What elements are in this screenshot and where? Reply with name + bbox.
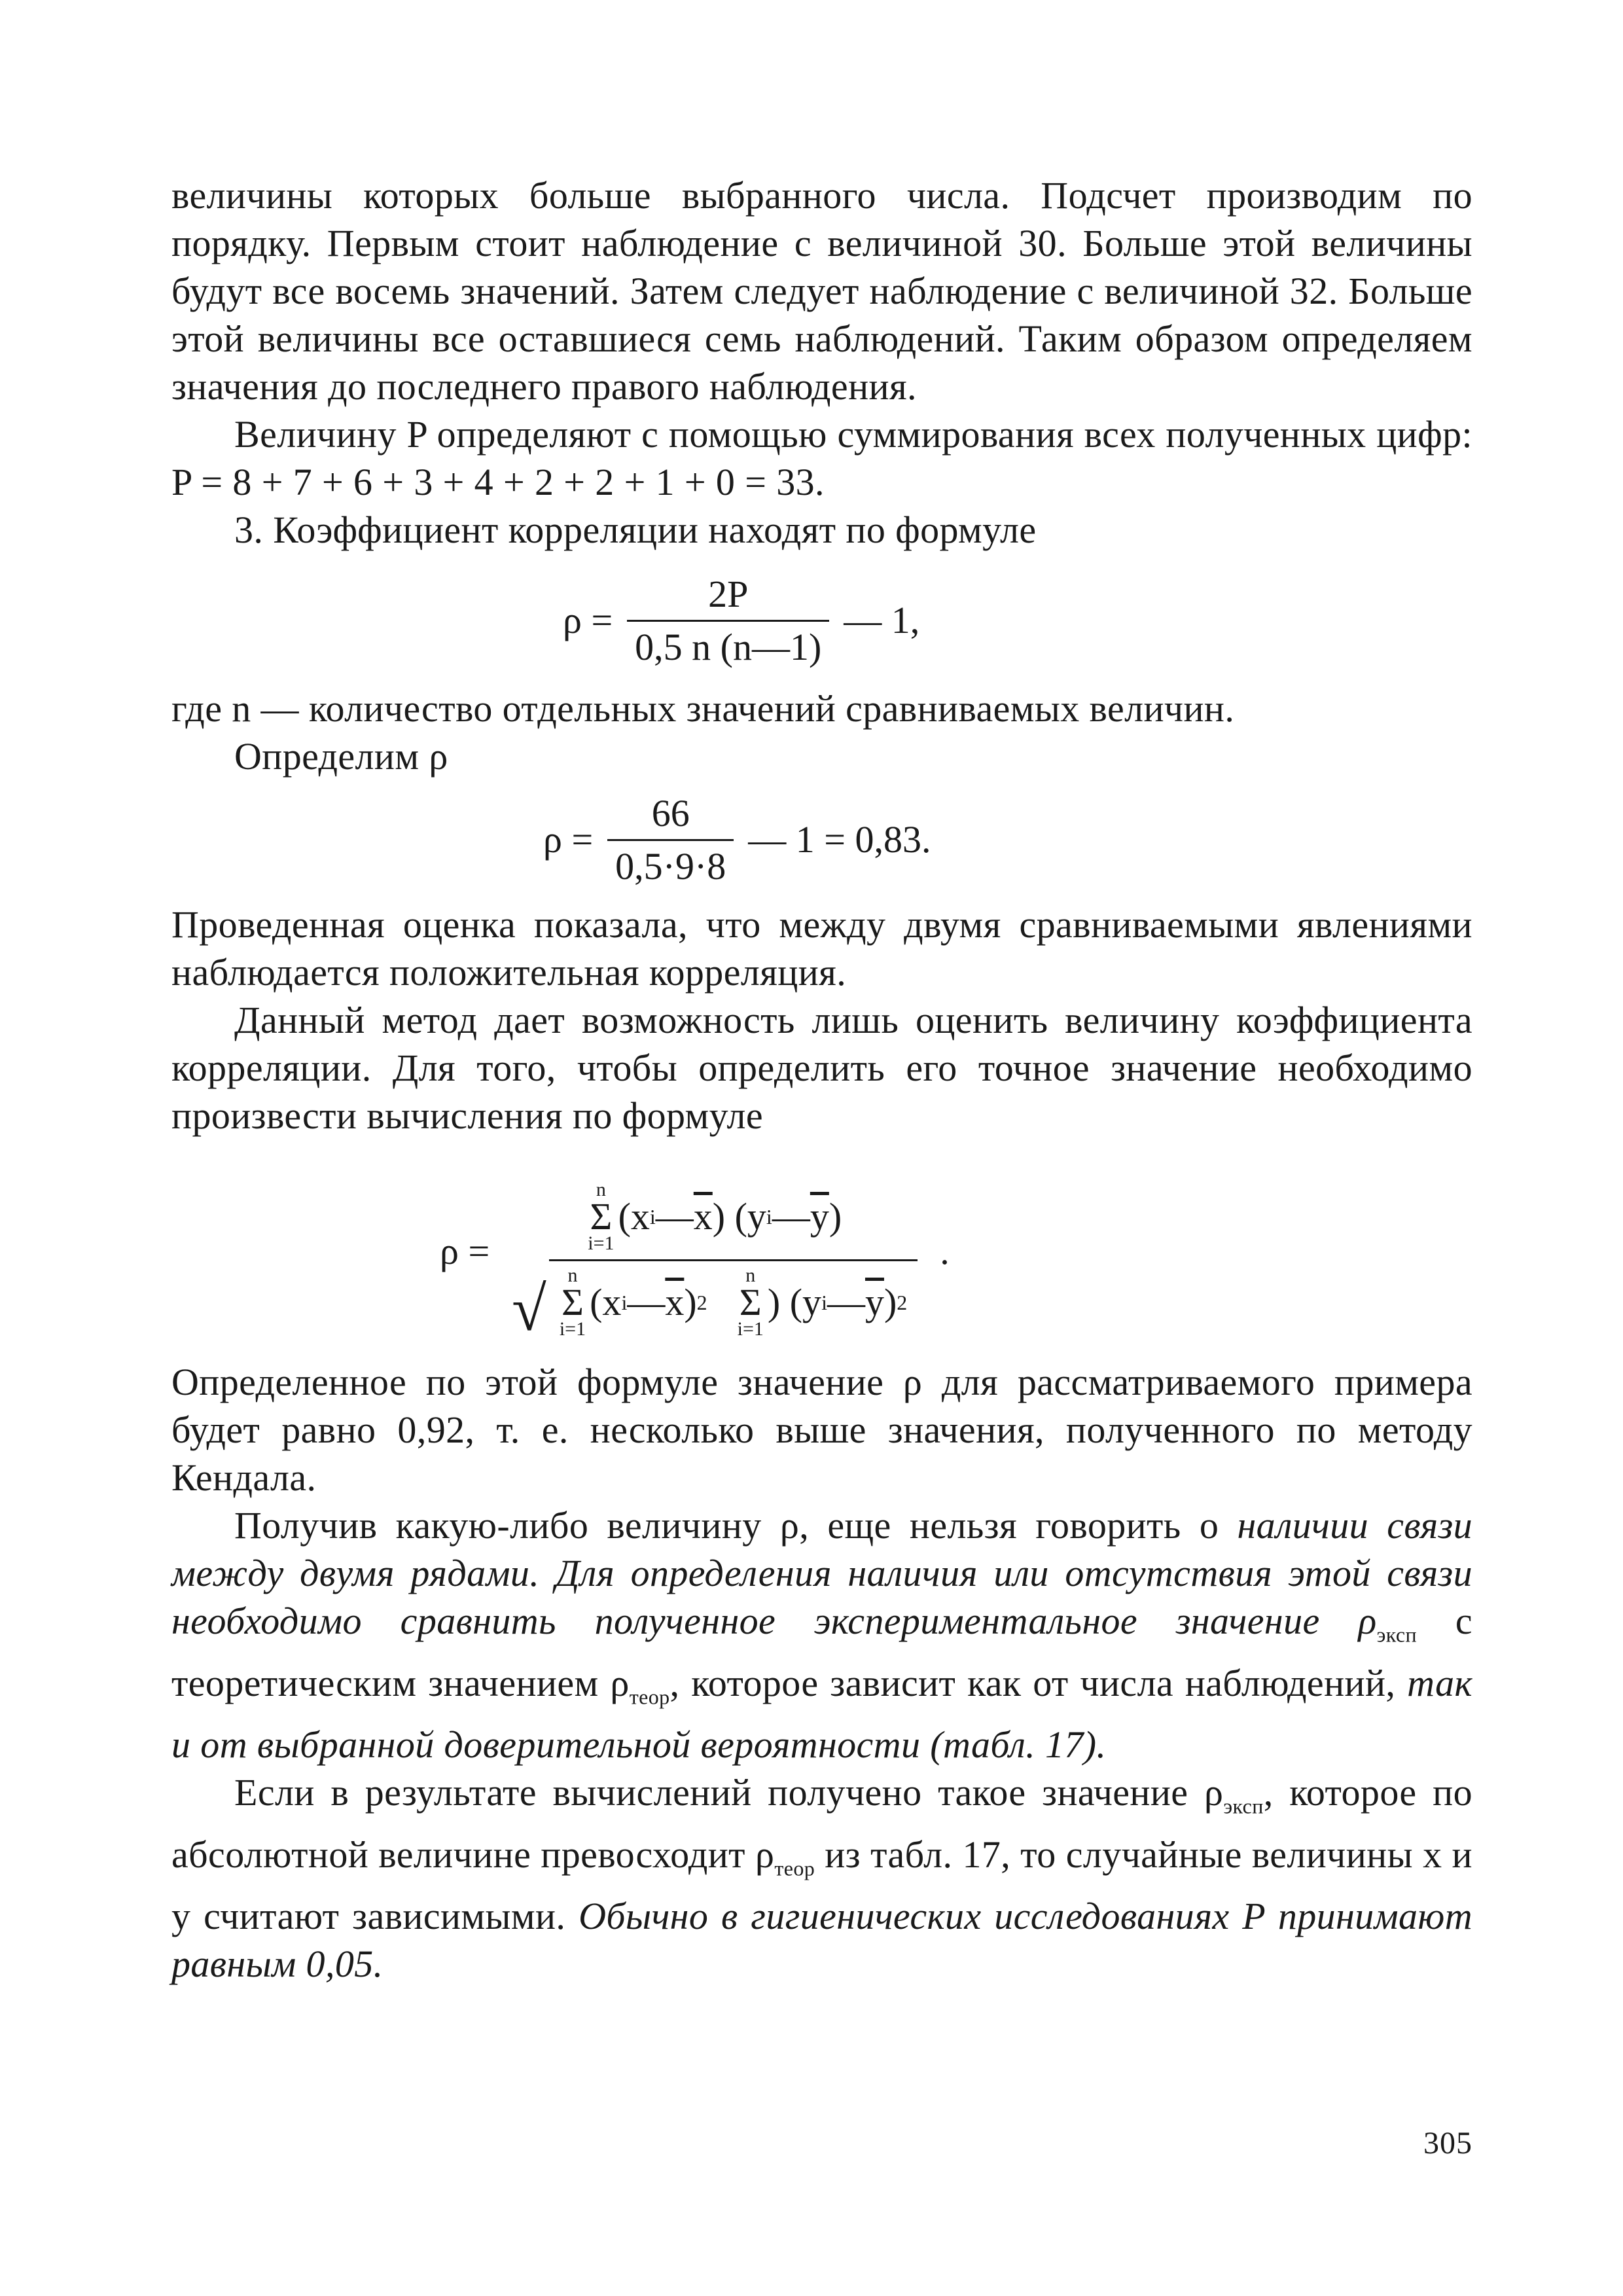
formula-correlation-exact: [440, 1157, 1472, 1346]
sigma-upper: n: [745, 1265, 756, 1286]
minus: —: [627, 1281, 666, 1323]
term-x-open: (x: [618, 1195, 650, 1238]
paragraph-10-lead: Если в результате вычислений получено такое значение ρ: [234, 1771, 1224, 1814]
sigma-symbol: [588, 1181, 614, 1253]
formula3-fraction: [504, 1164, 925, 1344]
square: 2: [897, 1291, 908, 1314]
sub-i: i: [766, 1205, 772, 1229]
sigma-glyph: Σ: [562, 1281, 584, 1323]
minus: —: [772, 1195, 810, 1238]
sub-eksp: эксп: [1376, 1623, 1418, 1647]
y-bar: $\overline{y}$: [810, 1195, 829, 1238]
y-open: ) (y: [712, 1195, 766, 1238]
sigma-upper: n: [596, 1179, 606, 1200]
paragraph-10-mid: , которое по абсолютной величине превосходит ρ: [171, 1771, 1472, 1876]
denominator-sum-y: [738, 1266, 908, 1338]
radical-icon: √: [512, 1274, 546, 1344]
paragraph-8: Определенное по этой формуле значение ρ для рассматриваемого примера будет равно 0,92, т. е. несколько выше значения, полученного по методу Кендала.: [171, 1361, 1472, 1499]
sigma-lower: i=1: [737, 1318, 764, 1340]
x-bar: $\overline{x}$: [693, 1195, 713, 1238]
sub-teor: теор: [774, 1856, 815, 1880]
radicand: [549, 1259, 918, 1338]
paragraph-9-rest: , которое зависит как от числа наблюдений,: [669, 1661, 1396, 1704]
term-x-open: (x: [590, 1281, 622, 1323]
paragraph-9-lead: Получив какую-либо величину ρ, еще нельзя говорить о: [234, 1504, 1219, 1547]
close-paren: ): [883, 1281, 897, 1323]
y-bar: $\overline{y}$: [865, 1281, 884, 1323]
close-paren: ): [829, 1195, 842, 1238]
minus: —: [655, 1195, 694, 1238]
denominator-sum-x: [560, 1266, 707, 1338]
sub-i: i: [821, 1291, 827, 1314]
sub-i: i: [649, 1205, 656, 1229]
sub-i: i: [621, 1291, 628, 1314]
paragraph-7: Данный метод дает возможность лишь оценить величину коэффициента корреляции. Для того, чтобы определить его точное значение необходимо произвести вычисления по формуле: [171, 999, 1472, 1137]
formula2-numerator: 66: [651, 791, 690, 834]
sigma-symbol: [738, 1266, 764, 1338]
paragraph-4: где n — количество отдельных значений сравниваемых величин.: [171, 687, 1235, 730]
sigma-glyph: Σ: [739, 1281, 762, 1323]
term-y-open: ) (y: [767, 1281, 822, 1323]
numerator-sum: [588, 1181, 842, 1253]
paragraph-9-italic: наличии связи между двумя рядами. Для определения наличия или отсутствия этой связи необходимо сравнить полученное экспериментальное значение ρ: [171, 1504, 1472, 1642]
paragraph-10: [171, 1768, 1472, 1988]
sigma-lower: i=1: [559, 1318, 586, 1340]
page-number: 305: [1423, 2126, 1472, 2161]
paragraph-3: 3. Коэффициент корреляции находят по формуле: [234, 509, 1037, 551]
sub-eksp: эксп: [1223, 1794, 1264, 1818]
paragraph-9-mid: с теоретическим значением ρ: [171, 1600, 1472, 1704]
page: [171, 171, 1472, 2161]
paragraph-1: величины которых больше выбранного числа. Подсчет производим по порядку. Первым стоит наблюдение с величиной 30. Больше этой величины будут все восемь значений. Затем следует наблюдение с величиной 32. Больше этой величины все оставшиеся семь наблюдений. Таким образом определяем значения до последнего правого наблюдения.: [171, 174, 1472, 408]
formula-rho-kendall: [563, 568, 1472, 673]
formula2-lhs: ρ =: [543, 818, 594, 861]
close-paren: ): [684, 1281, 697, 1323]
formula-rho-example: [543, 791, 1472, 889]
paragraph-10-italic: Обычно в гигиенических исследованиях P принимают равным 0,05.: [171, 1895, 1472, 1986]
formula1-tail: — 1,: [844, 599, 920, 641]
sub-teor: теор: [629, 1685, 670, 1709]
formula2-denominator: 0,5·9·8: [607, 839, 734, 886]
paragraph-10-rest: из табл. 17, то случайные величины x и y считают зависимыми.: [171, 1833, 1472, 1938]
formula3-lhs: ρ =: [440, 1230, 490, 1272]
formula2-tail: — 1 = 0,83.: [748, 818, 931, 861]
paragraph-9: [171, 1501, 1472, 1768]
sigma-lower: i=1: [588, 1232, 615, 1254]
formula1-denominator: 0,5 n (n—1): [627, 620, 829, 666]
formula3-denominator: [504, 1259, 925, 1344]
formula2-fraction: [607, 791, 734, 888]
formula1-lhs: ρ =: [563, 599, 613, 641]
paragraph-2: Величину P определяют с помощью суммирования всех полученных цифр: P = 8 + 7 + 6 + 3 + 4 + 2 + 2 + 1 + 0 = 33.: [171, 413, 1472, 503]
sigma-glyph: Σ: [590, 1195, 613, 1238]
paragraph-6: Проведенная оценка показала, что между двумя сравниваемыми явлениями наблюдается положительная корреляция.: [171, 903, 1472, 994]
sigma-upper: n: [567, 1265, 578, 1286]
paragraph-5: Определим ρ: [234, 735, 448, 778]
formula1-numerator: 2P: [708, 572, 749, 615]
formula3-tail: .: [940, 1230, 950, 1272]
square-root: [512, 1259, 918, 1344]
sigma-symbol: [560, 1266, 586, 1338]
x-bar: $\overline{x}$: [665, 1281, 685, 1323]
formula3-numerator: [576, 1164, 853, 1259]
formula1-fraction: [627, 572, 829, 668]
square: 2: [696, 1291, 707, 1314]
paragraph-9-end: так и от выбранной доверительной вероятности (табл. 17).: [171, 1661, 1473, 1767]
minus: —: [827, 1281, 865, 1323]
